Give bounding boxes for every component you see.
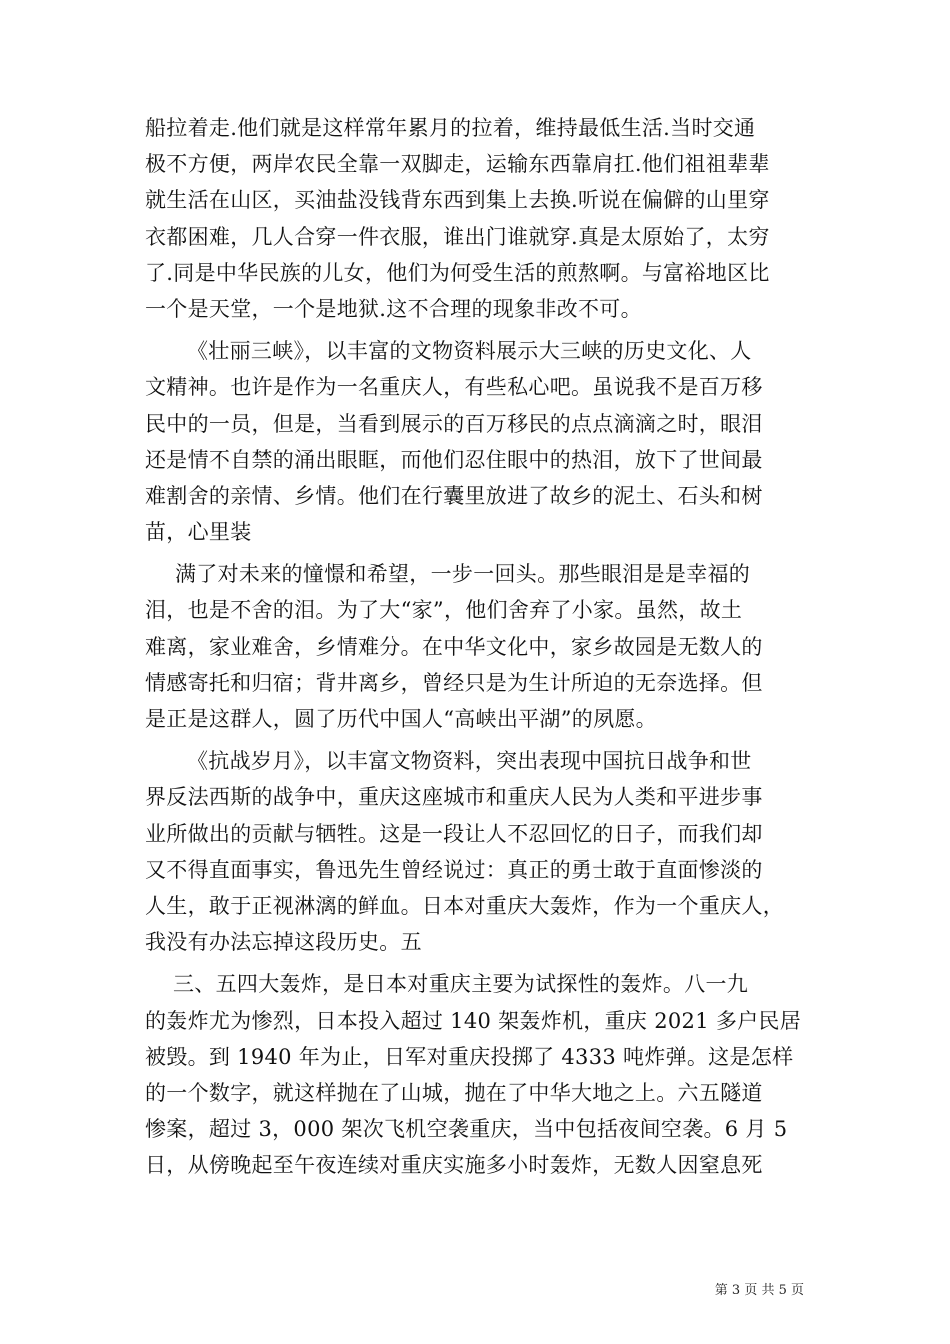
- text-line: 一个是天堂，一个是地狱.这不合理的现象非改不可。: [145, 296, 642, 321]
- text-line: 是正是这群人，圆了历代中国人“高峡出平湖”的夙愿。: [145, 707, 657, 731]
- text-line: 《抗战岁月》，以丰富文物资料，突出表现中国抗日战争和世: [187, 749, 752, 774]
- text-line: 界反法西斯的战争中，重庆这座城市和重庆人民为人类和平进步事: [145, 785, 763, 810]
- text-line: 被毁。到 1940 年为止，日军对重庆投掷了 4333 吨炸弹。这是怎样: [145, 1044, 794, 1069]
- text-line: 满了对未来的憧憬和希望，一步一回头。那些眼泪是是幸福的: [175, 562, 751, 587]
- paragraph-5: [145, 966, 813, 1183]
- text-line: 的一个数字，就这样抛在了山城，抛在了中华大地之上。六五隧道: [145, 1080, 763, 1105]
- paragraph-2: [145, 333, 813, 550]
- text-line: 人生，敢于正视淋漓的鲜血。日本对重庆大轰炸，作为一个重庆人，: [145, 893, 784, 918]
- text-line: 三、五四大轰炸，是日本对重庆主要为试探性的轰炸。八一九: [173, 972, 749, 997]
- text-line: 难割舍的亲情、乡情。他们在行囊里放进了故乡的泥土、石头和树: [145, 483, 763, 508]
- text-line: 我没有办法忘掉这段历史。五: [145, 930, 422, 955]
- text-line: 又不得直面事实，鲁迅先生曾经说过：真正的勇士敢于直面惨淡的: [145, 857, 763, 882]
- text-line: 日，从傍晚起至午夜连续对重庆实施多小时轰炸，无数人因窒息死: [145, 1153, 763, 1178]
- text-line: 文精神。也许是作为一名重庆人，有些私心吧。虽说我不是百万移: [145, 375, 763, 400]
- text-line: 衣都困难，几人合穿一件衣服，谁出门谁就穿.真是太原始了，太穷: [145, 224, 770, 249]
- text-line: 情感寄托和归宿；背井离乡，曾经只是为生计所迫的无奈选择。但: [145, 670, 763, 695]
- text-line: 的轰炸尤为惨烈，日本投入超过 140 架轰炸机，重庆 2021 多户民居: [145, 1008, 802, 1033]
- text-line: 民中的一员，但是，当看到展示的百万移民的点点滴滴之时，眼泪: [145, 411, 763, 436]
- paragraph-3: [145, 556, 813, 737]
- text-line: 还是情不自禁的涌出眼眶，而他们忍住眼中的热泪，放下了世间最: [145, 447, 763, 472]
- text-line: 惨案，超过 3，000 架次飞机空袭重庆，当中包括夜间空袭。6 月 5: [145, 1117, 788, 1142]
- paragraph-1: [145, 110, 813, 327]
- paragraph-4: [145, 743, 813, 960]
- page-number-footer: 第 3 页 共 5 页: [714, 1283, 804, 1298]
- text-line: 难离，家业难舍，乡情难分。在中华文化中，家乡故园是无数人的: [145, 634, 763, 659]
- body-text: [145, 110, 813, 1183]
- text-line: 了.同是中华民族的儿女，他们为何受生活的煎熬啊。与富裕地区比: [145, 260, 770, 285]
- text-line: 业所做出的贡献与牺牲。这是一段让人不忍回忆的日子，而我们却: [145, 821, 763, 846]
- text-line: 泪，也是不舍的泪。为了大“家”，他们舍弃了小家。虽然，故土: [145, 598, 743, 623]
- text-line: 船拉着走.他们就是这样常年累月的拉着，维持最低生活.当时交通: [145, 116, 756, 140]
- text-line: 《壮丽三峡》，以丰富的文物资料展示大三峡的历史文化、人: [187, 339, 752, 364]
- text-line: 苗，心里装: [145, 520, 252, 545]
- text-line: 极不方便，两岸农民全靠一双脚走，运输东西靠肩扛.他们祖祖辈辈: [145, 152, 770, 177]
- text-line: 就生活在山区，买油盐没钱背东西到集上去换.听说在偏僻的山里穿: [145, 188, 770, 213]
